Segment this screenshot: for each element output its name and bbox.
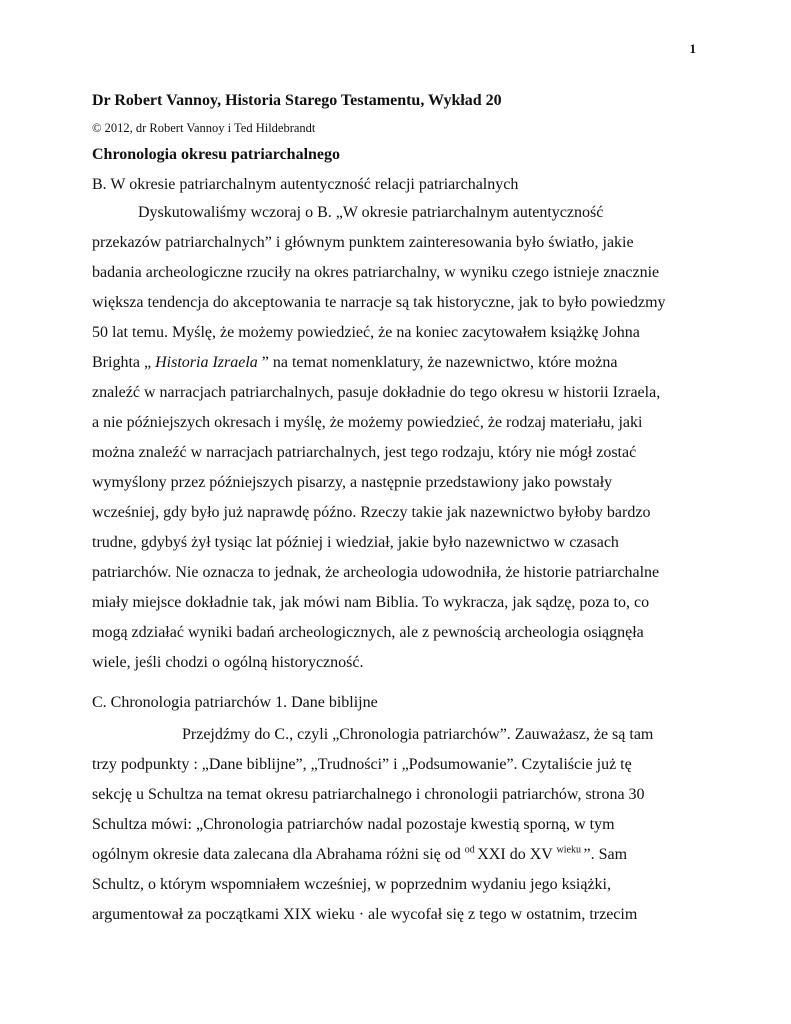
text-line: wymyślony przez późniejszych pisarzy, a następnie przedstawiony jako powstały bbox=[92, 474, 613, 491]
text-line: Przejdźmy do C., czyli „Chronologia patriarchów”. Zauważasz, że są tam bbox=[182, 726, 654, 743]
text-line: Dyskutowaliśmy wczoraj o B. „W okresie patriarchalnym autentyczność bbox=[138, 204, 604, 221]
text-line: argumentował za początkami XIX wieku · ale wycofał się z tego w ostatnim, trzecim bbox=[92, 906, 638, 923]
text-line: przekazów patriarchalnych” i głównym punktem zainteresowania było światło, jakie bbox=[92, 234, 634, 251]
text-line: Brighta „ Historia Izraela ” na temat nomenklatury, że nazewnictwo, które można bbox=[92, 354, 618, 371]
text-line: patriarchów. Nie oznacza to jednak, że archeologia udowodniła, że historie patriarchalne bbox=[92, 564, 660, 581]
text-line: sekcję u Schultza na temat okresu patriarchalnego i chronologii patriarchów, strona 30 bbox=[92, 786, 645, 803]
page-number: 1 bbox=[689, 41, 696, 56]
text-line: trzy podpunkty : „Dane biblijne”, „Trudności” i „Podsumowanie”. Czytaliście już tę bbox=[92, 756, 632, 773]
paragraph-2 bbox=[92, 720, 653, 930]
text-line: badania archeologiczne rzuciły na okres patriarchalny, w wyniku czego istnieje znacznie bbox=[92, 264, 660, 281]
text-line: Schultz, o którym wspomniałem wcześniej, w poprzednim wydaniu jego książki, bbox=[92, 876, 611, 893]
text-line: wiele, jeśli chodzi o ogólną historyczność. bbox=[92, 654, 364, 671]
text-line: mogą zdziałać wyniki badań archeologicznych, ale z pewnością archeologia osiągnęła bbox=[92, 624, 644, 641]
text-line: a nie późniejszych okresach i myślę, że możemy powiedzieć, że rodzaj materiału, jaki bbox=[92, 414, 643, 431]
chapter-heading: Chronologia okresu patriarchalnego bbox=[92, 146, 341, 163]
text-line: znaleźć w narracjach patriarchalnych, pasuje dokładnie do tego okresu w historii Izraela, bbox=[92, 384, 661, 401]
paragraph-1 bbox=[92, 198, 666, 678]
text-line: większa tendencja do akceptowania te narracje są tak historyczne, jak to było powiedzmy bbox=[92, 294, 666, 311]
text-line: ogólnym okresie data zalecana dla Abrahama różni się od $^{od}$ XXI do XV $^{wieku}$ ”. Sam bbox=[92, 844, 628, 863]
copyright-line: © 2012, dr Robert Vannoy i Ted Hildebrandt bbox=[92, 121, 316, 135]
document-title: Dr Robert Vannoy, Historia Starego Testamentu, Wykład 20 bbox=[92, 92, 502, 109]
text-line: wcześniej, gdy było już naprawdę późno. Rzeczy takie jak nazewnictwo byłoby bardzo bbox=[92, 504, 651, 521]
section-c-heading: C. Chronologia patriarchów 1. Dane biblijne bbox=[92, 694, 378, 711]
text-line: Schultza mówi: „Chronologia patriarchów nadal pozostaje kwestią sporną, w tym bbox=[92, 816, 615, 833]
section-b-heading: B. W okresie patriarchalnym autentyczność relacji patriarchalnych bbox=[92, 176, 519, 193]
text-line: można znaleźć w narracjach patriarchalnych, jest tego rodzaju, który nie mógł zostać bbox=[92, 444, 637, 461]
text-line: trudne, gdybyś żył tysiąc lat później i wiedział, jakie było nazewnictwo w czasach bbox=[92, 534, 619, 551]
text-line: miały miejsce dokładnie tak, jak mówi nam Biblia. To wykracza, jak sądzę, poza to, co bbox=[92, 594, 650, 611]
text-line: 50 lat temu. Myślę, że możemy powiedzieć, że na koniec zacytowałem książkę Johna bbox=[92, 324, 640, 341]
